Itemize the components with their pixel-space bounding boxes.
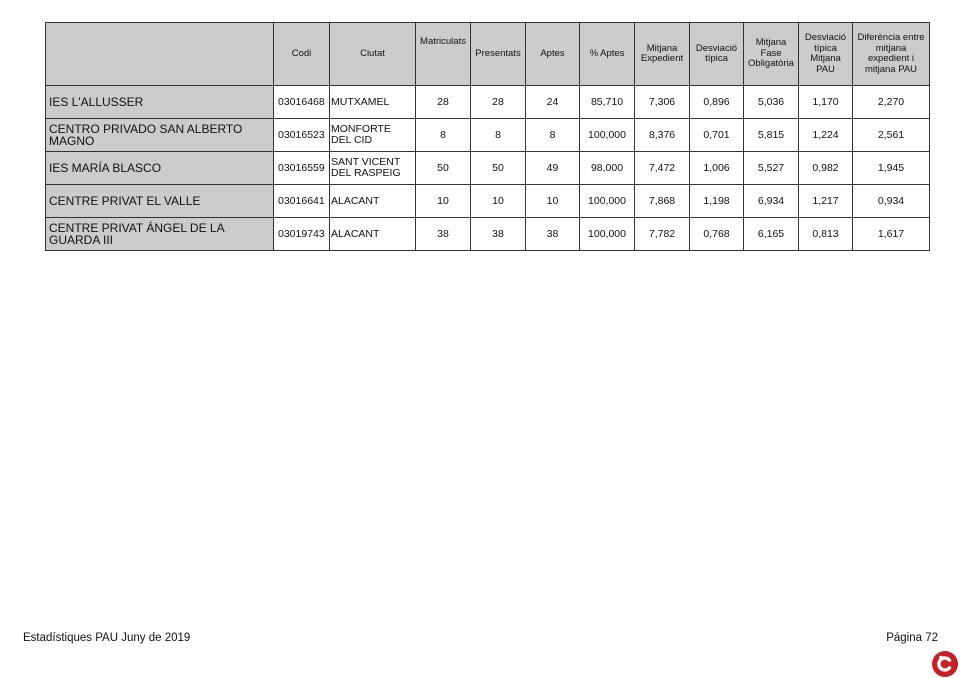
cell-mitjana-expedient: 7,782 bbox=[635, 218, 690, 251]
cell-diferencia: 1,617 bbox=[853, 218, 930, 251]
cell-diferencia: 2,270 bbox=[853, 86, 930, 119]
cell-mitjana-fase: 5,815 bbox=[744, 119, 799, 152]
footer-page-number: Página 72 bbox=[886, 632, 938, 644]
cell-pct-aptes: 100,000 bbox=[580, 119, 635, 152]
cell-centre: IES L'ALLUSSER bbox=[46, 86, 274, 119]
cell-centre: IES MARÍA BLASCO bbox=[46, 152, 274, 185]
header-centre bbox=[46, 23, 274, 86]
cell-mitjana-expedient: 8,376 bbox=[635, 119, 690, 152]
cell-pct-aptes: 98,000 bbox=[580, 152, 635, 185]
cell-mitjana-fase: 6,934 bbox=[744, 185, 799, 218]
cell-aptes: 8 bbox=[526, 119, 580, 152]
cell-codi: 03016559 bbox=[274, 152, 330, 185]
header-mitjana-expedient: Mitjana Expedient bbox=[635, 23, 690, 86]
header-desviacio-pau: Desviació típica Mitjana PAU bbox=[799, 23, 853, 86]
table-row bbox=[46, 119, 930, 152]
footer-document-title: Estadístiques PAU Juny de 2019 bbox=[23, 632, 191, 644]
cell-mitjana-expedient: 7,472 bbox=[635, 152, 690, 185]
cell-presentats: 10 bbox=[471, 185, 526, 218]
cell-presentats: 38 bbox=[471, 218, 526, 251]
cell-desviacio: 0,701 bbox=[690, 119, 744, 152]
table-row bbox=[46, 86, 930, 119]
cell-matriculats: 8 bbox=[416, 119, 471, 152]
header-desviacio-tipica: Desviació típica bbox=[690, 23, 744, 86]
cell-desviacio-pau: 0,982 bbox=[799, 152, 853, 185]
cell-codi: 03016641 bbox=[274, 185, 330, 218]
cell-presentats: 8 bbox=[471, 119, 526, 152]
cell-centre: CENTRE PRIVAT ÁNGEL DE LA GUARDA III bbox=[46, 218, 274, 251]
cell-desviacio-pau: 1,224 bbox=[799, 119, 853, 152]
header-matriculats: Matriculats bbox=[416, 23, 471, 86]
cell-diferencia: 1,945 bbox=[853, 152, 930, 185]
cell-matriculats: 38 bbox=[416, 218, 471, 251]
table-row bbox=[46, 218, 930, 251]
cell-desviacio: 1,198 bbox=[690, 185, 744, 218]
header-diferencia: Diferència entre mitjana expedient i mitjana PAU bbox=[853, 23, 930, 86]
cell-desviacio-pau: 1,170 bbox=[799, 86, 853, 119]
cell-codi: 03016468 bbox=[274, 86, 330, 119]
cell-centre: CENTRE PRIVAT EL VALLE bbox=[46, 185, 274, 218]
cell-presentats: 28 bbox=[471, 86, 526, 119]
cell-ciutat: MUTXAMEL bbox=[330, 86, 416, 119]
cell-mitjana-expedient: 7,306 bbox=[635, 86, 690, 119]
cell-ciutat: MONFORTE DEL CID bbox=[330, 119, 416, 152]
cell-desviacio-pau: 1,217 bbox=[799, 185, 853, 218]
cell-matriculats: 10 bbox=[416, 185, 471, 218]
cell-mitjana-fase: 5,527 bbox=[744, 152, 799, 185]
cell-pct-aptes: 85,710 bbox=[580, 86, 635, 119]
cell-desviacio-pau: 0,813 bbox=[799, 218, 853, 251]
cell-desviacio: 0,768 bbox=[690, 218, 744, 251]
cell-desviacio: 1,006 bbox=[690, 152, 744, 185]
cell-pct-aptes: 100,000 bbox=[580, 218, 635, 251]
cell-pct-aptes: 100,000 bbox=[580, 185, 635, 218]
cell-matriculats: 28 bbox=[416, 86, 471, 119]
cell-mitjana-expedient: 7,868 bbox=[635, 185, 690, 218]
cell-presentats: 50 bbox=[471, 152, 526, 185]
cell-desviacio: 0,896 bbox=[690, 86, 744, 119]
cell-ciutat: SANT VICENT DEL RASPEIG bbox=[330, 152, 416, 185]
cell-codi: 03019743 bbox=[274, 218, 330, 251]
table-row bbox=[46, 152, 930, 185]
cell-aptes: 24 bbox=[526, 86, 580, 119]
brand-c-logo-icon bbox=[932, 651, 958, 677]
cell-ciutat: ALACANT bbox=[330, 185, 416, 218]
cell-diferencia: 0,934 bbox=[853, 185, 930, 218]
header-pct-aptes: % Aptes bbox=[580, 23, 635, 86]
cell-matriculats: 50 bbox=[416, 152, 471, 185]
pau-statistics-table bbox=[45, 22, 930, 251]
header-presentats: Presentats bbox=[471, 23, 526, 86]
header-ciutat: Ciutat bbox=[330, 23, 416, 86]
cell-mitjana-fase: 5,036 bbox=[744, 86, 799, 119]
cell-centre: CENTRO PRIVADO SAN ALBERTO MAGNO bbox=[46, 119, 274, 152]
cell-ciutat: ALACANT bbox=[330, 218, 416, 251]
header-aptes: Aptes bbox=[526, 23, 580, 86]
cell-aptes: 49 bbox=[526, 152, 580, 185]
header-mitjana-fase: Mitjana Fase Obligatòria bbox=[744, 23, 799, 86]
header-codi: Codi bbox=[274, 23, 330, 86]
cell-mitjana-fase: 6,165 bbox=[744, 218, 799, 251]
table-header-row bbox=[46, 23, 930, 86]
cell-aptes: 10 bbox=[526, 185, 580, 218]
cell-aptes: 38 bbox=[526, 218, 580, 251]
table-row bbox=[46, 185, 930, 218]
cell-codi: 03016523 bbox=[274, 119, 330, 152]
cell-diferencia: 2,561 bbox=[853, 119, 930, 152]
